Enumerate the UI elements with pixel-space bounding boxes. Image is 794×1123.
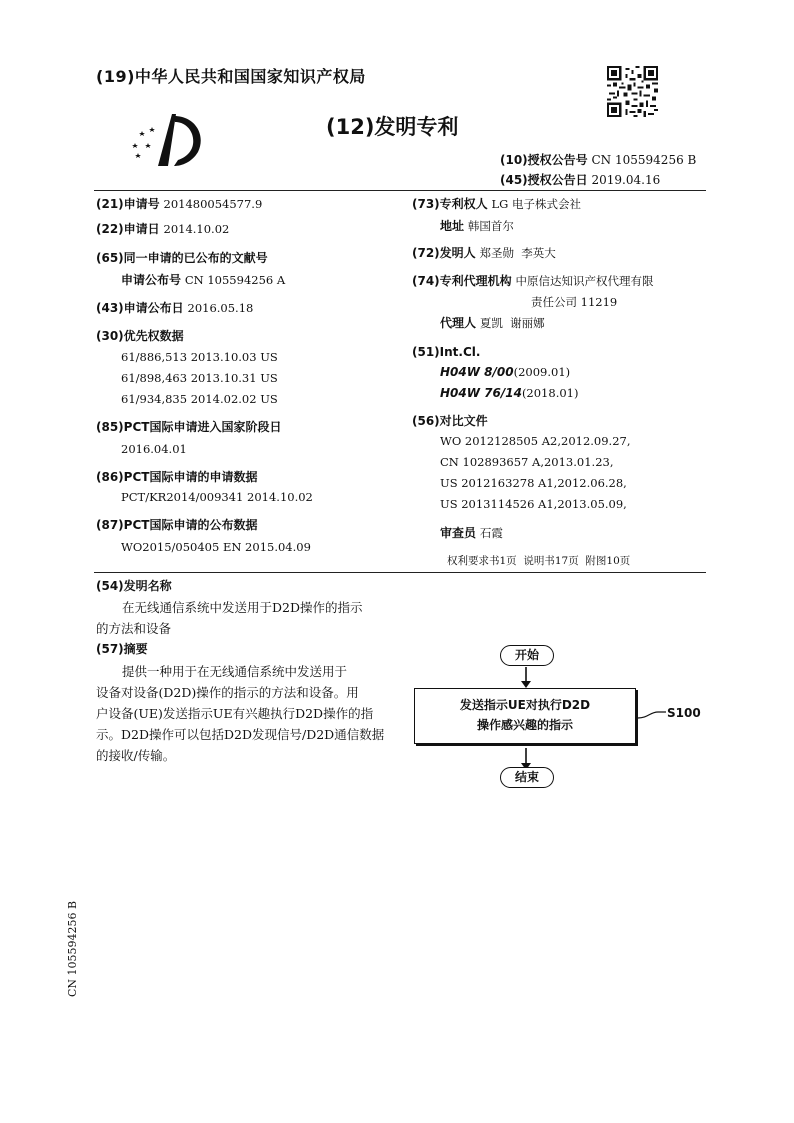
examiner: 石霞 — [479, 526, 503, 540]
cited-document: WO 2012128505 A2,2012.09.27, — [440, 434, 631, 448]
intcl-item: H04W 8/00(2009.01) — [440, 365, 571, 379]
cited-document: US 2012163278 A1,2012.06.28, — [440, 476, 627, 490]
divider-top — [94, 190, 706, 191]
agent-row — [440, 315, 545, 331]
grant-date-row — [500, 171, 660, 188]
examiner-row — [440, 525, 503, 541]
pct-publication-label: (87)PCT国际申请的公布数据 — [96, 518, 258, 532]
address-row — [440, 218, 514, 234]
priority-item: 61/886,513 2013.10.03 US — [121, 350, 278, 364]
grant-number-label: (10)授权公告号 — [500, 153, 588, 167]
publication-date: 2016.05.18 — [187, 301, 254, 315]
application-date-row — [96, 221, 229, 237]
invention-title-cont — [96, 618, 171, 639]
publication-date-label: (43)申请公布日 — [96, 301, 184, 315]
cited-documents-label: (56)对比文件 — [412, 414, 488, 428]
abstract-line: 示。D2D操作可以包括D2D发现信号/D2D通信数据 — [96, 727, 385, 742]
invention-title — [96, 597, 363, 618]
pct-entry-date: 2016.04.01 — [121, 442, 187, 456]
agency-label: (74)专利代理机构 — [412, 274, 512, 288]
intcl-item: H04W 76/14(2018.01) — [440, 386, 579, 400]
agents: 夏凯 谢丽娜 — [479, 316, 545, 330]
flowchart-step-line: 发送指示UE对执行D2D — [459, 698, 591, 712]
divider-middle — [94, 572, 706, 573]
side-publication-number: CN 105594256 B — [66, 900, 79, 997]
same-application-label: (65)同一申请的已公布的文献号 — [96, 251, 268, 265]
publication-date-row — [96, 300, 253, 316]
grant-date-label: (45)授权公告日 — [500, 173, 588, 187]
pct-entry-label: (85)PCT国际申请进入国家阶段日 — [96, 420, 282, 434]
examiner-label: 审查员 — [440, 526, 477, 540]
grant-date: 2019.04.16 — [591, 173, 661, 187]
pct-publication-data: WO2015/050405 EN 2015.04.09 — [121, 540, 311, 554]
address-label: 地址 — [440, 219, 465, 233]
flowchart-step — [414, 688, 636, 744]
invention-title-line: 的方法和设备 — [96, 621, 172, 636]
agency-row — [412, 273, 654, 289]
application-date-label: (22)申请日 — [96, 222, 160, 236]
priority-label: (30)优先权数据 — [96, 329, 184, 343]
flowchart-end: 结束 — [500, 767, 554, 788]
intcl-label: (51)Int.Cl. — [412, 345, 481, 359]
publication-number: CN 105594256 A — [184, 273, 286, 287]
publication-number-label: 申请公布号 — [121, 273, 182, 287]
abstract-text — [96, 661, 384, 766]
inventors: 郑圣勋 李英大 — [479, 246, 556, 260]
abstract-line: 设备对设备(D2D)操作的指示的方法和设备。用 — [96, 685, 359, 700]
document-type: (12)发明专利 — [326, 115, 459, 139]
abstract-line: 的接收/传输。 — [96, 748, 176, 763]
page-counts: 权利要求书1页 说明书17页 附图10页 — [447, 555, 631, 567]
application-date: 2014.10.02 — [163, 222, 230, 236]
pct-application-data: PCT/KR2014/009341 2014.10.02 — [121, 490, 313, 504]
cited-document: US 2013114526 A1,2013.05.09, — [440, 497, 627, 511]
priority-item: 61/934,835 2014.02.02 US — [121, 392, 278, 406]
agency-name: 中原信达知识产权代理有限 — [515, 274, 654, 288]
patentee: LG 电子株式会社 — [491, 197, 581, 211]
address: 韩国首尔 — [467, 219, 514, 233]
agent-label: 代理人 — [440, 316, 477, 330]
application-number-row — [96, 196, 262, 212]
inventor-label: (72)发明人 — [412, 246, 476, 260]
cnipa-logo — [128, 108, 208, 170]
abstract-label: (57)摘要 — [96, 642, 148, 656]
grant-number: CN 105594256 B — [591, 153, 697, 167]
qr-code-icon — [607, 66, 658, 117]
inventor-row — [412, 245, 556, 261]
patentee-label: (73)专利权人 — [412, 197, 488, 211]
application-number: 201480054577.9 — [163, 197, 263, 211]
priority-item: 61/898,463 2013.10.31 US — [121, 371, 278, 385]
patentee-row — [412, 196, 581, 212]
pct-application-label: (86)PCT国际申请的申请数据 — [96, 470, 258, 484]
agency-name-cont: 责任公司 11219 — [531, 295, 618, 309]
abstract-line: 提供一种用于在无线通信系统中发送用于 — [122, 664, 348, 679]
flowchart-step-line: 操作感兴趣的指示 — [476, 718, 573, 732]
application-number-label: (21)申请号 — [96, 197, 160, 211]
invention-title-line: 在无线通信系统中发送用于D2D操作的指示 — [122, 600, 363, 615]
abstract-line: 户设备(UE)发送指示UE有兴趣执行D2D操作的指 — [96, 706, 374, 721]
invention-title-label: (54)发明名称 — [96, 579, 172, 593]
grant-number-row — [500, 151, 696, 168]
patent-office-title: (19)中华人民共和国国家知识产权局 — [96, 67, 366, 86]
publication-number-row — [121, 272, 285, 288]
flowchart-step-id: S100 — [667, 706, 701, 720]
cited-document: CN 102893657 A,2013.01.23, — [440, 455, 614, 469]
flowchart-start: 开始 — [500, 645, 554, 666]
